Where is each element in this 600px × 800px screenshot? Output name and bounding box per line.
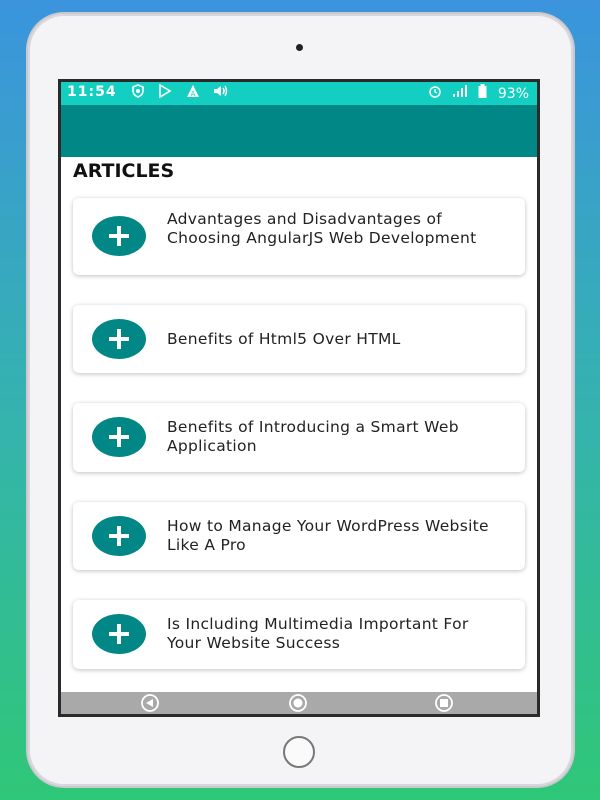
article-card[interactable] xyxy=(73,600,525,669)
plus-icon xyxy=(107,622,131,646)
article-title: Is Including Multimedia Important For Your Website Success xyxy=(167,615,469,652)
section-title: ARTICLES xyxy=(73,160,175,182)
article-title: Benefits of Html5 Over HTML xyxy=(167,330,401,348)
shield-icon xyxy=(131,86,149,102)
device-screen xyxy=(61,82,537,714)
add-article-button[interactable] xyxy=(92,319,146,359)
app-bar xyxy=(61,105,537,157)
back-icon xyxy=(141,694,159,712)
article-title: Advantages and Disadvantages of Choosing AngularJS Web Development xyxy=(167,210,477,247)
article-title: Benefits of Introducing a Smart Web Application xyxy=(167,418,459,455)
recents-icon xyxy=(435,694,453,712)
device-home-button[interactable] xyxy=(283,736,315,768)
article-card[interactable] xyxy=(73,305,525,373)
status-bar xyxy=(61,82,537,105)
home-circle-icon xyxy=(289,694,307,712)
add-article-button[interactable] xyxy=(92,417,146,457)
add-article-button[interactable] xyxy=(92,216,146,256)
plus-icon xyxy=(107,224,131,248)
status-icons-right xyxy=(422,84,529,102)
system-nav-bar xyxy=(61,692,537,714)
camera-dot xyxy=(296,44,303,51)
battery-percent: 93% xyxy=(497,86,529,102)
back-button[interactable] xyxy=(141,694,159,712)
plus-icon xyxy=(107,524,131,548)
plus-icon xyxy=(107,327,131,351)
android-icon xyxy=(186,86,204,102)
status-time: 11:54 xyxy=(67,84,117,100)
article-card[interactable] xyxy=(73,403,525,472)
status-icons-left xyxy=(131,84,238,102)
battery-icon xyxy=(478,86,491,102)
add-article-button[interactable] xyxy=(92,516,146,556)
volume-icon xyxy=(213,86,229,102)
plus-icon xyxy=(107,425,131,449)
article-card[interactable] xyxy=(73,198,525,275)
tablet-frame xyxy=(28,14,573,786)
article-card[interactable] xyxy=(73,502,525,570)
play-store-icon xyxy=(158,86,176,102)
recents-button[interactable] xyxy=(435,694,453,712)
home-nav-button[interactable] xyxy=(289,694,307,712)
signal-icon xyxy=(452,86,472,102)
add-article-button[interactable] xyxy=(92,614,146,654)
alarm-icon xyxy=(428,86,446,102)
svg-text:A: A xyxy=(190,90,196,98)
article-title: How to Manage Your WordPress Website Like A Pro xyxy=(167,517,489,554)
